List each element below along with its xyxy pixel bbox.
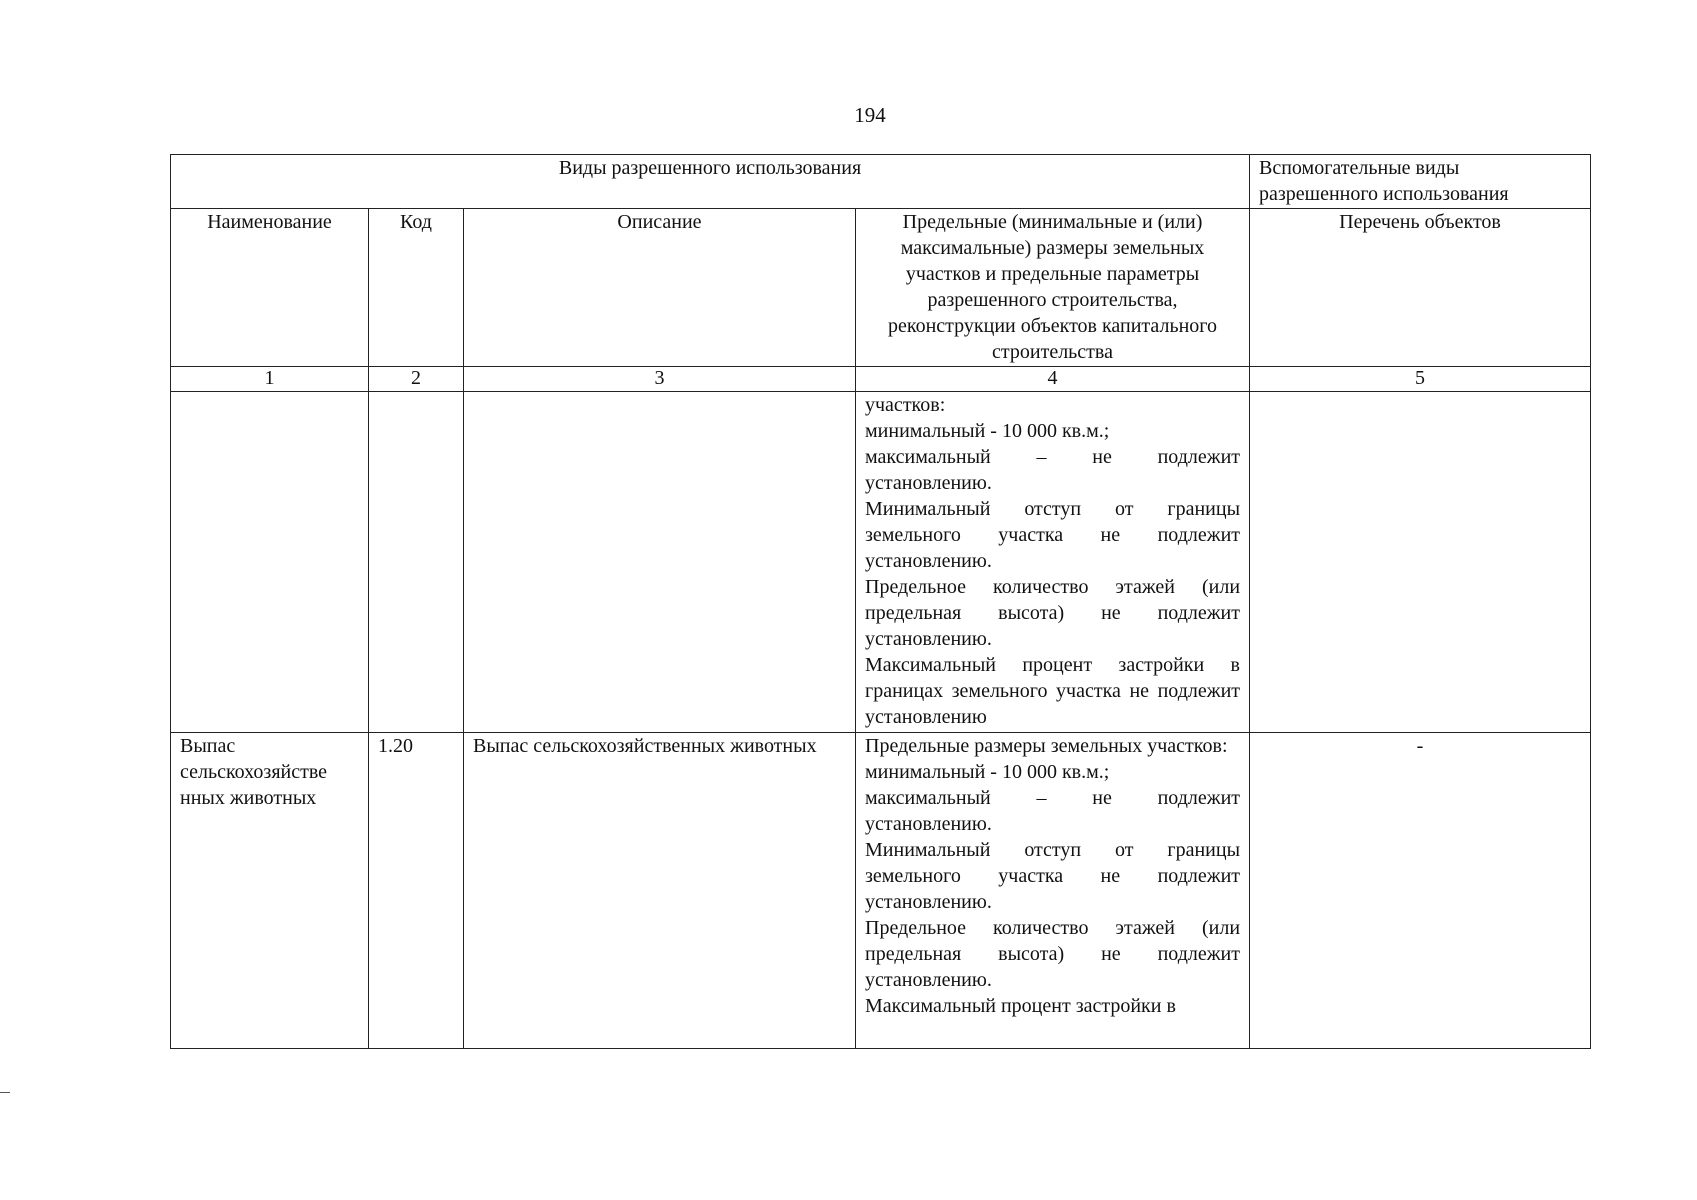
- cell-limits: [856, 392, 1250, 733]
- cell-objects: [1250, 392, 1591, 733]
- limits-line: Максимальный процент застройки в: [865, 995, 1176, 1017]
- column-number: 3: [464, 367, 856, 392]
- cell-objects: -: [1250, 733, 1591, 1049]
- column-number: 2: [369, 367, 464, 392]
- limits-line: максимальный – не подлежит установлению.: [865, 446, 1241, 494]
- limits-line: Предельные размеры земельных участков:: [865, 735, 1228, 757]
- limits-line: Предельное количество этажей (или предельная высота) не подлежит установлению.: [865, 576, 1241, 650]
- limits-line: Максимальный процент застройки в границах земельного участка не подлежит установлению: [865, 654, 1241, 728]
- limits-line: Минимальный отступ от границы земельного участка не подлежит установлению.: [865, 498, 1241, 572]
- page-number: 194: [854, 103, 886, 127]
- column-header-name: Наименование: [171, 209, 369, 367]
- limits-line: Предельное количество этажей (или предельная высота) не подлежит установлению.: [865, 917, 1241, 991]
- cell-description: [464, 392, 856, 733]
- cell-code: 1.20: [369, 733, 464, 1049]
- column-number: 4: [856, 367, 1250, 392]
- cell-description: Выпас сельскохозяйственных животных: [464, 733, 856, 1049]
- column-header-description: Описание: [464, 209, 856, 367]
- limits-line: минимальный - 10 000 кв.м.;: [865, 420, 1110, 442]
- cell-name: [171, 392, 369, 733]
- column-header-objects: Перечень объектов: [1250, 209, 1591, 367]
- table-row-continuation: [171, 392, 1591, 733]
- group-header-permitted-use: Виды разрешенного использования: [171, 155, 1250, 209]
- cell-limits: [856, 733, 1250, 1049]
- table-column-header-row: [171, 209, 1591, 367]
- table-group-header-row: [171, 155, 1591, 209]
- column-header-code: Код: [369, 209, 464, 367]
- group-header-auxiliary-use: Вспомогательные виды разрешенного использования: [1250, 155, 1591, 209]
- limits-line: минимальный - 10 000 кв.м.;: [865, 761, 1110, 783]
- table-row: [171, 733, 1591, 1049]
- cell-name: Выпас сельскохозяйстве нных животных: [171, 733, 369, 1049]
- cell-code: [369, 392, 464, 733]
- column-number-row: [171, 367, 1591, 392]
- column-header-limits: Предельные (минимальные и (или) максимальные) размеры земельных участков и предельные параметры разрешенного строительства, реконструкции объектов капитального строительства: [856, 209, 1250, 367]
- column-number: 5: [1250, 367, 1591, 392]
- limits-line: максимальный – не подлежит установлению.: [865, 787, 1241, 835]
- scan-edge-mark: [0, 1092, 10, 1093]
- limits-line: участков:: [865, 394, 946, 416]
- column-number: 1: [171, 367, 369, 392]
- permitted-use-table: [170, 154, 1591, 1049]
- limits-line: Минимальный отступ от границы земельного участка не подлежит установлению.: [865, 839, 1241, 913]
